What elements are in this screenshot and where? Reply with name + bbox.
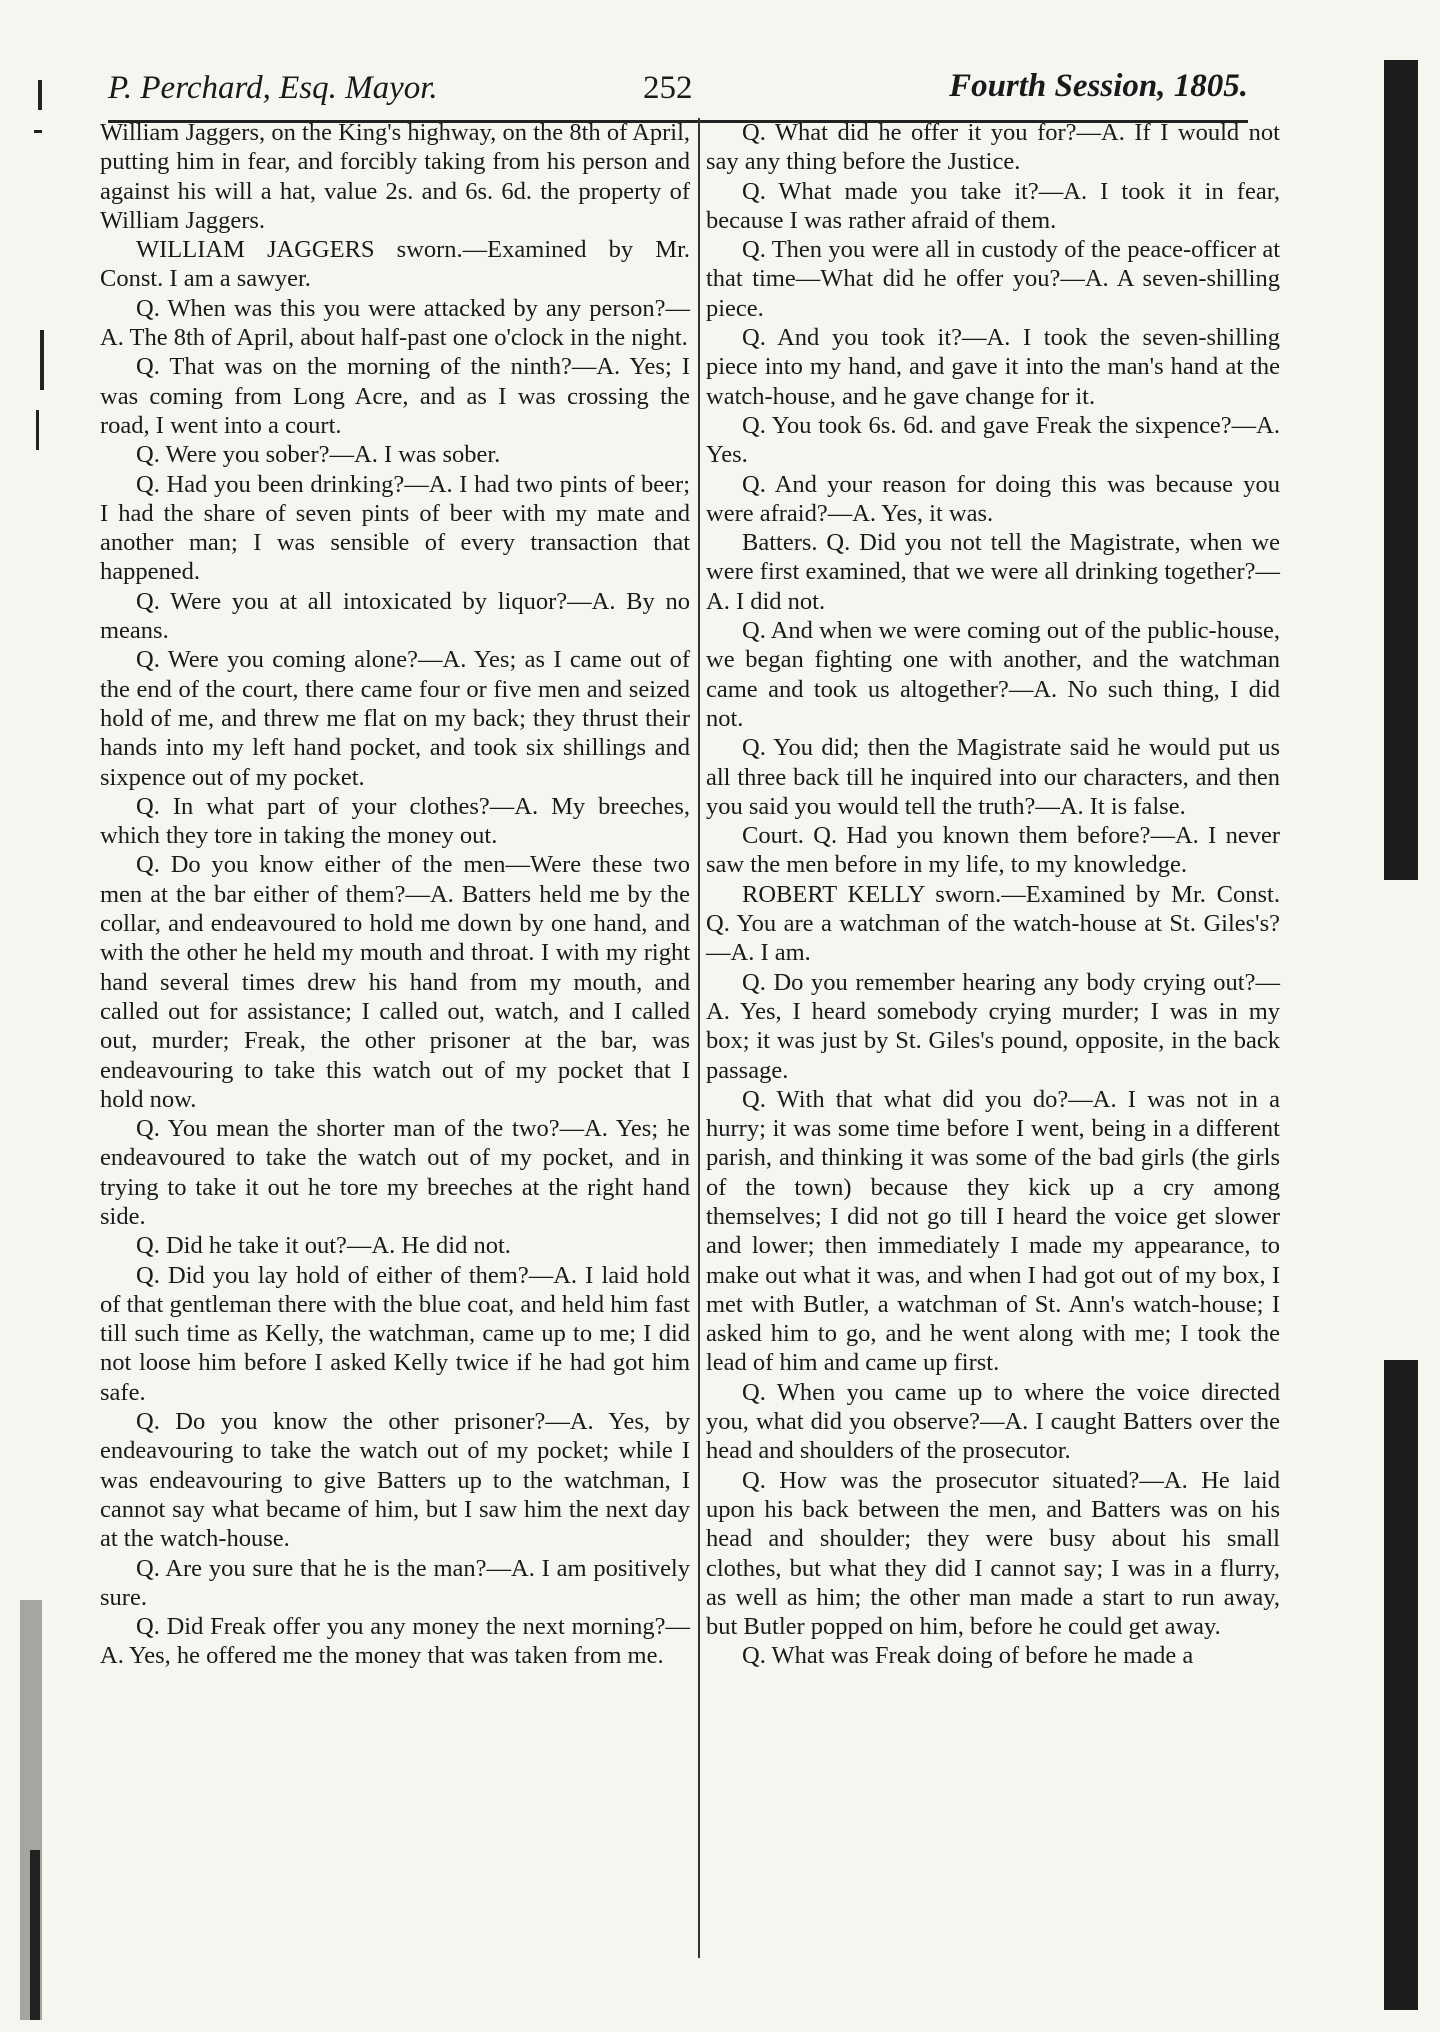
paragraph: Q. What made you take it?—A. I took it in fear, because I was rather afraid of them. (706, 177, 1280, 234)
paragraph: Q. Were you at all intoxicated by liquor?—A. By no means. (100, 587, 690, 645)
scan-edge-shadow (1384, 60, 1418, 2010)
paragraph: Q. Do you know the other prisoner?—A. Yes, by endeavouring to take the watch out of my pocket; while I was endeavouring to give Batters up to the watchman, I cannot say what became of him, but I saw him the next day at the watch-house. (100, 1408, 690, 1553)
paragraph: Q. And when we were coming out of the public-house, we began fighting one with another, and the watchman came and took us altogether?—A. No such thing, I did not. (706, 617, 1280, 732)
paragraph: Q. You took 6s. 6d. and gave Freak the sixpence?—A. Yes. (706, 411, 1280, 469)
paragraph: Q. When was this you were attacked by any person?—A. The 8th of April, about half-past one o'clock in the night. (100, 294, 690, 352)
paragraph: Q. Did he take it out?—A. He did not. (136, 1232, 511, 1260)
paragraph: Q. Were you coming alone?—A. Yes; as I came out of the end of the court, there came four or five men and seized hold of me, and threw me flat on my back; they thrust their hands into my left hand pocket, and took six shillings and sixpence out of my pocket. (100, 646, 690, 791)
right-column (706, 118, 1280, 1671)
paragraph: Q. When you came up to where the voice directed you, what did you observe?—A. I caught Batters over the head and shoulders of the prosecutor. (706, 1378, 1280, 1465)
paragraph: Q. How was the prosecutor situated?—A. He laid upon his back between the men, and Batters was on his head and shoulder; they were busy about his small clothes, but what they did I cannot say; I was in a flurry, as well as him; the other man made a start to run away, but Butler popped on him, before he could get away. (706, 1466, 1280, 1641)
paragraph: WILLIAM JAGGERS sworn.—Examined by Mr. Const. I am a sawyer. (100, 236, 690, 293)
header-left: P. Perchard, Esq. Mayor. (108, 70, 438, 106)
paragraph: Batters. Q. Did you not tell the Magistrate, when we were first examined, that we were all drinking together?—A. I did not. (706, 529, 1280, 615)
paragraph: Q. You did; then the Magistrate said he would put us all three back till he inquired into our characters, and then you said you would tell the truth?—A. It is false. (706, 734, 1280, 820)
paragraph: Q. What did he offer it you for?—A. If I would not say any thing before the Justice. (706, 119, 1280, 176)
header-right: Fourth Session, 1805. (949, 68, 1248, 104)
paragraph: Q. Did you lay hold of either of them?—A. I laid hold of that gentleman there with the blue coat, and held him fast till such time as Kelly, the watchman, came up to me; I did not loose him before I asked Kelly twice if he had got him safe. (100, 1261, 690, 1406)
paragraph: Q. With that what did you do?—A. I was not in a hurry; it was some time before I went, being in a different parish, and thinking it was some of the bad girls (the girls of the town) because they kick up a cry among themselves; I did not go till I heard the voice get slower and lower; then immediately I made my appearance, to make out what it was, and when I had got out of my box, I met with Butler, a watchman of St. Ann's watch-house; I asked him to go, and he went along with me; I took the lead of him and came up first. (706, 1085, 1280, 1377)
paragraph: Q. Do you remember hearing any body crying out?—A. Yes, I heard somebody crying murder; I was in my box; it was just by St. Giles's pound, opposite, in the back passage. (706, 968, 1280, 1084)
paragraph: Q. Are you sure that he is the man?—A. I am positively sure. (100, 1554, 690, 1611)
paragraph: Q. That was on the morning of the ninth?—A. Yes; I was coming from Long Acre, and as I was crossing the road, I went into a court. (100, 353, 690, 439)
paragraph: Q. Then you were all in custody of the peace-officer at that time—What did he offer you?—A. A seven-shilling piece. (706, 236, 1280, 322)
binding-edge (0, 0, 80, 2032)
paragraph: Q. You mean the shorter man of the two?—A. Yes; he endeavoured to take the watch out of my pocket, and in trying to take it out he tore my breeches at the right hand side. (100, 1115, 690, 1230)
paragraph: Q. Had you been drinking?—A. I had two pints of beer; I had the share of seven pints of beer with my mate and another man; I was sensible of every transaction that happened. (100, 470, 690, 586)
paragraph: Q. In what part of your clothes?—A. My breeches, which they tore in taking the money out. (100, 792, 690, 850)
left-column (100, 118, 690, 1671)
scan-edge-gap (1384, 880, 1418, 1360)
running-header (108, 64, 1248, 123)
paragraph: Q. And you took it?—A. I took the seven-shilling piece into my hand, and gave it into the man's hand at the watch-house, and he gave change for it. (706, 324, 1280, 410)
page-number: 252 (643, 70, 693, 106)
paragraph: Q. And your reason for doing this was because you were afraid?—A. Yes, it was. (706, 470, 1280, 527)
paragraph: Court. Q. Had you known them before?—A. I never saw the men before in my life, to my knowledge. (706, 822, 1280, 879)
paragraph: Q. Do you know either of the men—Were these two men at the bar either of them?—A. Batters held me by the collar, and endeavoured to hold me down by one hand, and with the other he held my mouth and throat. I with my right hand several times drew his hand from my mouth, and called out for assistance; I called out, watch, and I called out, murder; Freak, the other prisoner at the bar, was endeavouring to take this watch out of my pocket that I hold now. (100, 851, 690, 1113)
paragraph: Q. Were you sober?—A. I was sober. (136, 441, 501, 469)
paragraph: ROBERT KELLY sworn.—Examined by Mr. Const. Q. You are a watchman of the watch-house at St. Giles's?—A. I am. (706, 880, 1280, 967)
paragraph: Q. Did Freak offer you any money the next morning?—A. Yes, he offered me the money that was taken from me. (100, 1613, 690, 1670)
column-divider (698, 118, 700, 1958)
paragraph: Q. What was Freak doing of before he made a (742, 1642, 1194, 1670)
paragraph: William Jaggers, on the King's highway, on the 8th of April, putting him in fear, and forcibly taking from his person and against his will a hat, value 2s. and 6s. 6d. the property of William Jaggers. (100, 119, 690, 234)
